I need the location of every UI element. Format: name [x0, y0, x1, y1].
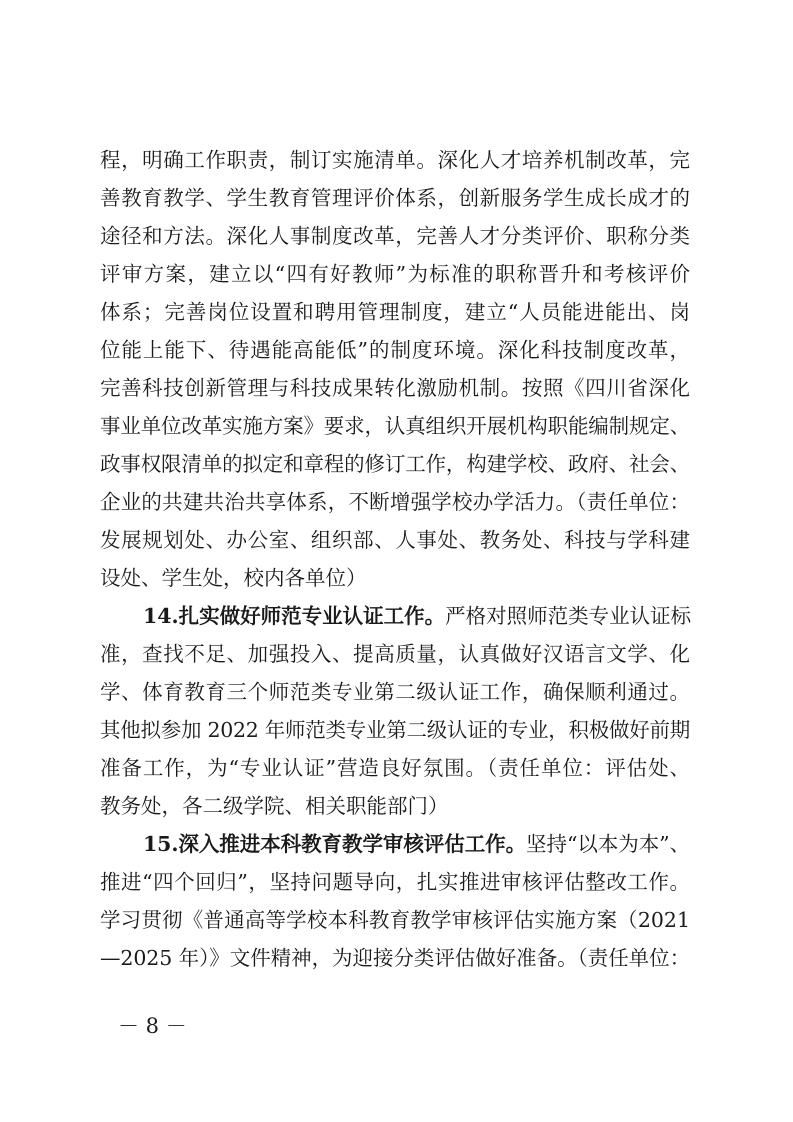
- body-line: 途径和方法。深化人事制度改革，完善人才分类评价、职称分类: [100, 224, 690, 248]
- body-line: 准，查找不足、加强投入、提高质量，认真做好汉语言文学、化: [100, 642, 690, 666]
- section-heading-line: [143, 600, 690, 632]
- body-line: 教务处，各二级学院、相关职能部门）: [100, 794, 449, 818]
- body-line: 完善科技创新管理与科技成果转化激励机制。按照《四川省深化: [100, 376, 690, 400]
- body-line: —2025 年）》文件精神，为迎接分类评估做好准备。（责任单位：: [100, 946, 690, 970]
- section-heading: 14.扎实做好师范专业认证工作。: [143, 604, 446, 628]
- section-body: 严格对照师范类专业认证标: [445, 604, 692, 628]
- section-heading-line: [143, 828, 690, 860]
- body-line: 学、体育教育三个师范类专业第二级认证工作，确保顺利通过。: [100, 680, 690, 704]
- body-line: 政事权限清单的拟定和章程的修订工作，构建学校、政府、社会、: [100, 452, 690, 476]
- body-line: 程，明确工作职责，制订实施清单。深化人才培养机制改革，完: [100, 148, 690, 172]
- section-body: 坚持“以本为本”、: [526, 832, 690, 856]
- body-line: 学习贯彻《普通高等学校本科教育教学审核评估实施方案（2021: [100, 908, 690, 932]
- body-line: 事业单位改革实施方案》要求，认真组织开展机构职能编制规定、: [100, 414, 690, 438]
- body-line: 准备工作，为“专业认证”营造良好氛围。（责任单位：评估处、: [100, 756, 690, 780]
- section-heading: 15.深入推进本科教育教学审核评估工作。: [143, 832, 527, 856]
- body-line: 设处、学生处，校内各单位）: [100, 566, 367, 590]
- body-line: 评审方案，建立以“四有好教师”为标准的职称晋升和考核评价: [100, 262, 690, 286]
- body-line: 体系；完善岗位设置和聘用管理制度，建立“人员能进能出、岗: [100, 300, 690, 324]
- body-line: 推进“四个回归”，坚持问题导向，扎实推进审核评估整改工作。: [100, 870, 690, 894]
- page-number: － 8 －: [118, 1014, 187, 1038]
- body-line: 发展规划处、办公室、组织部、人事处、教务处、科技与学科建: [100, 528, 690, 552]
- body-line: 善教育教学、学生教育管理评价体系，创新服务学生成长成才的: [100, 186, 690, 210]
- body-line: 其他拟参加 2022 年师范类专业第二级认证的专业，积极做好前期: [100, 718, 690, 742]
- body-line: 位能上能下、待遇能高能低”的制度环境。深化科技制度改革，: [100, 338, 690, 362]
- body-line: 企业的共建共治共享体系，不断增强学校办学活力。（责任单位：: [100, 490, 690, 514]
